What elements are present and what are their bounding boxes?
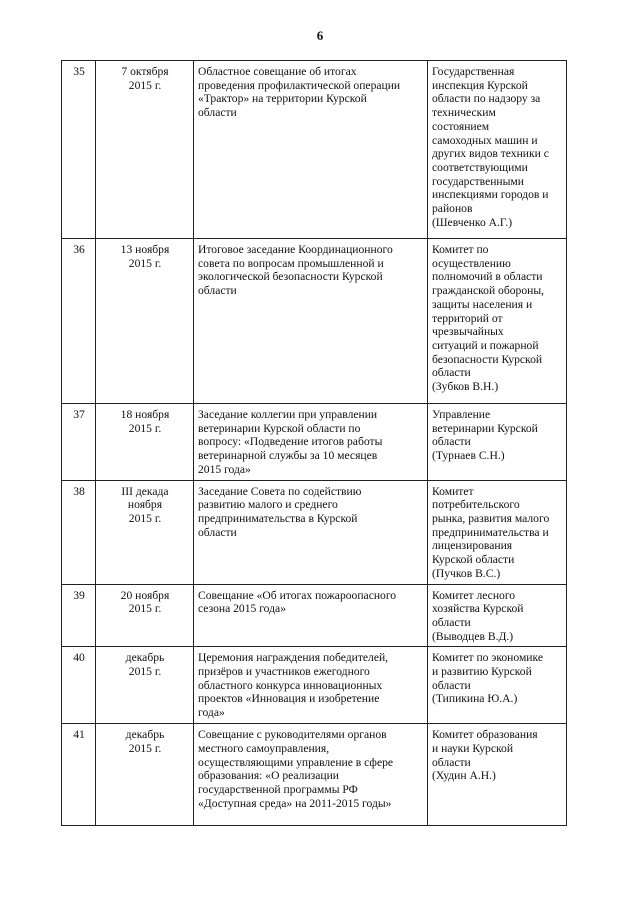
page-number: 6	[316, 28, 324, 43]
table-row	[62, 724, 567, 826]
event-description: Церемония награждения победителей, призёров и участников ежегодного областного конкурса инновационных проектов «Инновация и изобретение года»	[194, 647, 428, 724]
event-date: III декада ноября 2015 г.	[96, 480, 194, 584]
event-date: декабрь 2015 г.	[96, 724, 194, 826]
table-row	[62, 404, 567, 481]
event-description: Итоговое заседание Координационного совета по вопросам промышленной и экологической безопасности Курской области	[194, 239, 428, 404]
row-number: 39	[62, 584, 96, 647]
event-date: 13 ноября 2015 г.	[96, 239, 194, 404]
event-date: 18 ноября 2015 г.	[96, 404, 194, 481]
responsible-body: Управление ветеринарии Курской области (Турнаев С.Н.)	[428, 404, 567, 481]
responsible-body: Комитет по экономике и развитию Курской области (Типикина Ю.А.)	[428, 647, 567, 724]
table-row	[62, 480, 567, 584]
row-number: 40	[62, 647, 96, 724]
row-number: 36	[62, 239, 96, 404]
responsible-body: Комитет потребительского рынка, развития малого предпринимательства и лицензирования Курской области (Пучков В.С.)	[428, 480, 567, 584]
event-description: Заседание коллегии при управлении ветеринарии Курской области по вопросу: «Подведение итогов работы ветеринарной службы за 10 месяцев 2015 года»	[194, 404, 428, 481]
responsible-body: Комитет по осуществлению полномочий в области гражданской обороны, защиты населения и территорий от чрезвычайных ситуаций и пожарной безопасности Курской области (Зубков В.Н.)	[428, 239, 567, 404]
responsible-body: Комитет образования и науки Курской области (Худин А.Н.)	[428, 724, 567, 826]
responsible-body: Государственная инспекция Курской области по надзору за техническим состоянием самоходных машин и других видов техники с соответствующими государственными инспекциями городов и районов (Шевченко А.Г.)	[428, 61, 567, 239]
row-number: 37	[62, 404, 96, 481]
row-number: 35	[62, 61, 96, 239]
row-number: 38	[62, 480, 96, 584]
responsible-body: Комитет лесного хозяйства Курской области (Выводцев В.Д.)	[428, 584, 567, 647]
event-date: декабрь 2015 г.	[96, 647, 194, 724]
event-description: Совещание «Об итогах пожароопасного сезона 2015 года»	[194, 584, 428, 647]
table-row	[62, 584, 567, 647]
table-row	[62, 239, 567, 404]
event-date: 7 октября 2015 г.	[96, 61, 194, 239]
event-description: Областное совещание об итогах проведения профилактической операции «Трактор» на территории Курской области	[194, 61, 428, 239]
table-row	[62, 61, 567, 239]
events-table	[61, 60, 567, 826]
event-date: 20 ноября 2015 г.	[96, 584, 194, 647]
table-row	[62, 647, 567, 724]
row-number: 41	[62, 724, 96, 826]
event-description: Заседание Совета по содействию развитию малого и среднего предпринимательства в Курской области	[194, 480, 428, 584]
event-description: Совещание с руководителями органов местного самоуправления, осуществляющими управление в сфере образования: «О реализации государственной программы РФ «Доступная среда» на 2011-2015 годы»	[194, 724, 428, 826]
